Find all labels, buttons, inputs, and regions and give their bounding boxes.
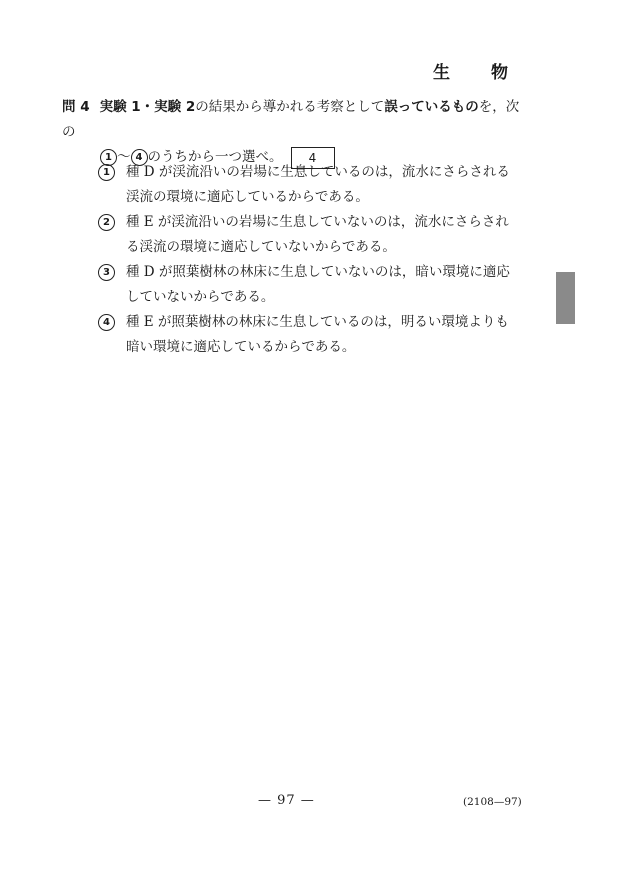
option-2[interactable] <box>98 210 518 260</box>
option-number-marker: 4 <box>98 314 115 331</box>
options-list <box>98 160 518 360</box>
option-number-marker: 1 <box>98 164 115 181</box>
section-index-tab <box>556 272 575 324</box>
subject-title: 生 物 <box>433 63 520 83</box>
option-text: 種 E が照葉樹林の林床に生息しているのは，明るい環境よりも暗い環境に適応しているからである。 <box>126 314 509 355</box>
range-tilde: ～ <box>117 149 131 165</box>
experiment-ref: 実験 1・実験 2 <box>99 99 196 115</box>
range-start-marker: 1 <box>100 149 117 166</box>
option-text: 種 D が照葉樹林の林床に生息していないのは，暗い環境に適応していないからである。 <box>126 264 510 305</box>
question-line-1 <box>62 95 522 145</box>
question-text-after: を，次の <box>62 99 520 140</box>
option-text: 種 E が渓流沿いの岩場に生息していないのは，流水にさらされる渓流の環境に適応していないからである。 <box>126 214 509 255</box>
question-text-mid: の結果から導かれる考察として <box>195 99 385 115</box>
question-block <box>62 95 522 170</box>
option-1[interactable] <box>98 160 518 210</box>
option-4[interactable] <box>98 310 518 360</box>
option-3[interactable] <box>98 260 518 310</box>
option-text: 種 D が渓流沿いの岩場に生息しているのは，流水にさらされる渓流の環境に適応しているからである。 <box>126 164 510 205</box>
question-instruction: のうちから一つ選べ。 <box>147 149 283 165</box>
option-number-marker: 2 <box>98 214 115 231</box>
question-number: 問 4 <box>62 99 90 115</box>
range-end-marker: 4 <box>131 149 148 166</box>
document-code: (2108—97) <box>463 796 522 808</box>
option-number-marker: 3 <box>98 264 115 281</box>
answer-box[interactable]: 4 <box>291 147 335 169</box>
question-emphasis: 誤っているもの <box>384 99 479 115</box>
page-number: — 97 — <box>258 793 315 808</box>
